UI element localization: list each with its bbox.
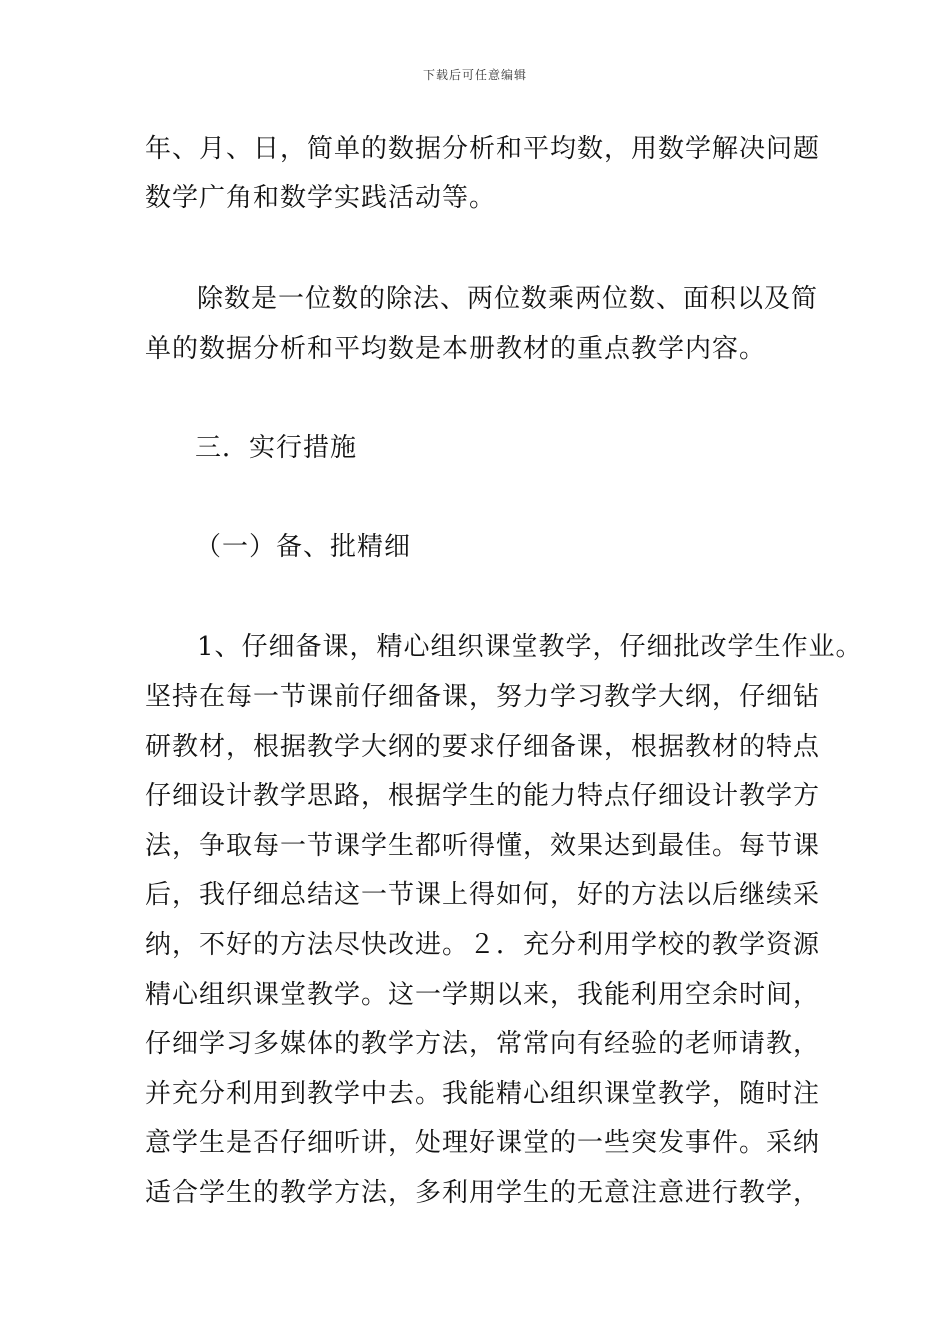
body-line: 精心组织课堂教学。这一学期以来，我能利用空余时间，: [145, 980, 821, 1010]
body-line: 后，我仔细总结这一节课上得如何，好的方法以后继续采: [145, 880, 821, 910]
body-line: 年、月、日，简单的数据分析和平均数，用数学解决问题: [145, 134, 821, 164]
section-heading: 三．实行措施: [195, 433, 358, 463]
body-line: 坚持在每一节课前仔细备课，努力学习教学大纲，仔细钻: [145, 682, 821, 712]
page-header: 下载后可任意编辑: [422, 68, 527, 82]
body-line: 研教材，根据教学大纲的要求仔细备课，根据教材的特点: [145, 732, 821, 762]
body-line: 法，争取每一节课学生都听得懂，效果达到最佳。每节课: [145, 831, 821, 861]
body-line: 适合学生的教学方法，多利用学生的无意注意进行教学，: [145, 1178, 821, 1208]
body-line: 仔细学习多媒体的教学方法，常常向有经验的老师请教，: [145, 1029, 821, 1059]
body-line: 纳，不好的方法尽快改进。２．充分利用学校的教学资源: [145, 930, 821, 960]
body-line: 意学生是否仔细听讲，处理好课堂的一些突发事件。采纳: [145, 1128, 821, 1158]
paragraph-first-line: 除数是一位数的除法、两位数乘两位数、面积以及简: [197, 284, 819, 314]
subsection-heading: （一）备、批精细: [195, 532, 412, 562]
paragraph-first-line: 1、仔细备课，精心组织课堂教学，仔细批改学生作业。: [197, 632, 863, 662]
body-line: 数学广角和数学实践活动等。: [145, 183, 497, 213]
body-line: 单的数据分析和平均数是本册教材的重点教学内容。: [145, 334, 767, 364]
body-line: 仔细设计教学思路，根据学生的能力特点仔细设计教学方: [145, 781, 821, 811]
body-line: 并充分利用到教学中去。我能精心组织课堂教学，随时注: [145, 1079, 821, 1109]
